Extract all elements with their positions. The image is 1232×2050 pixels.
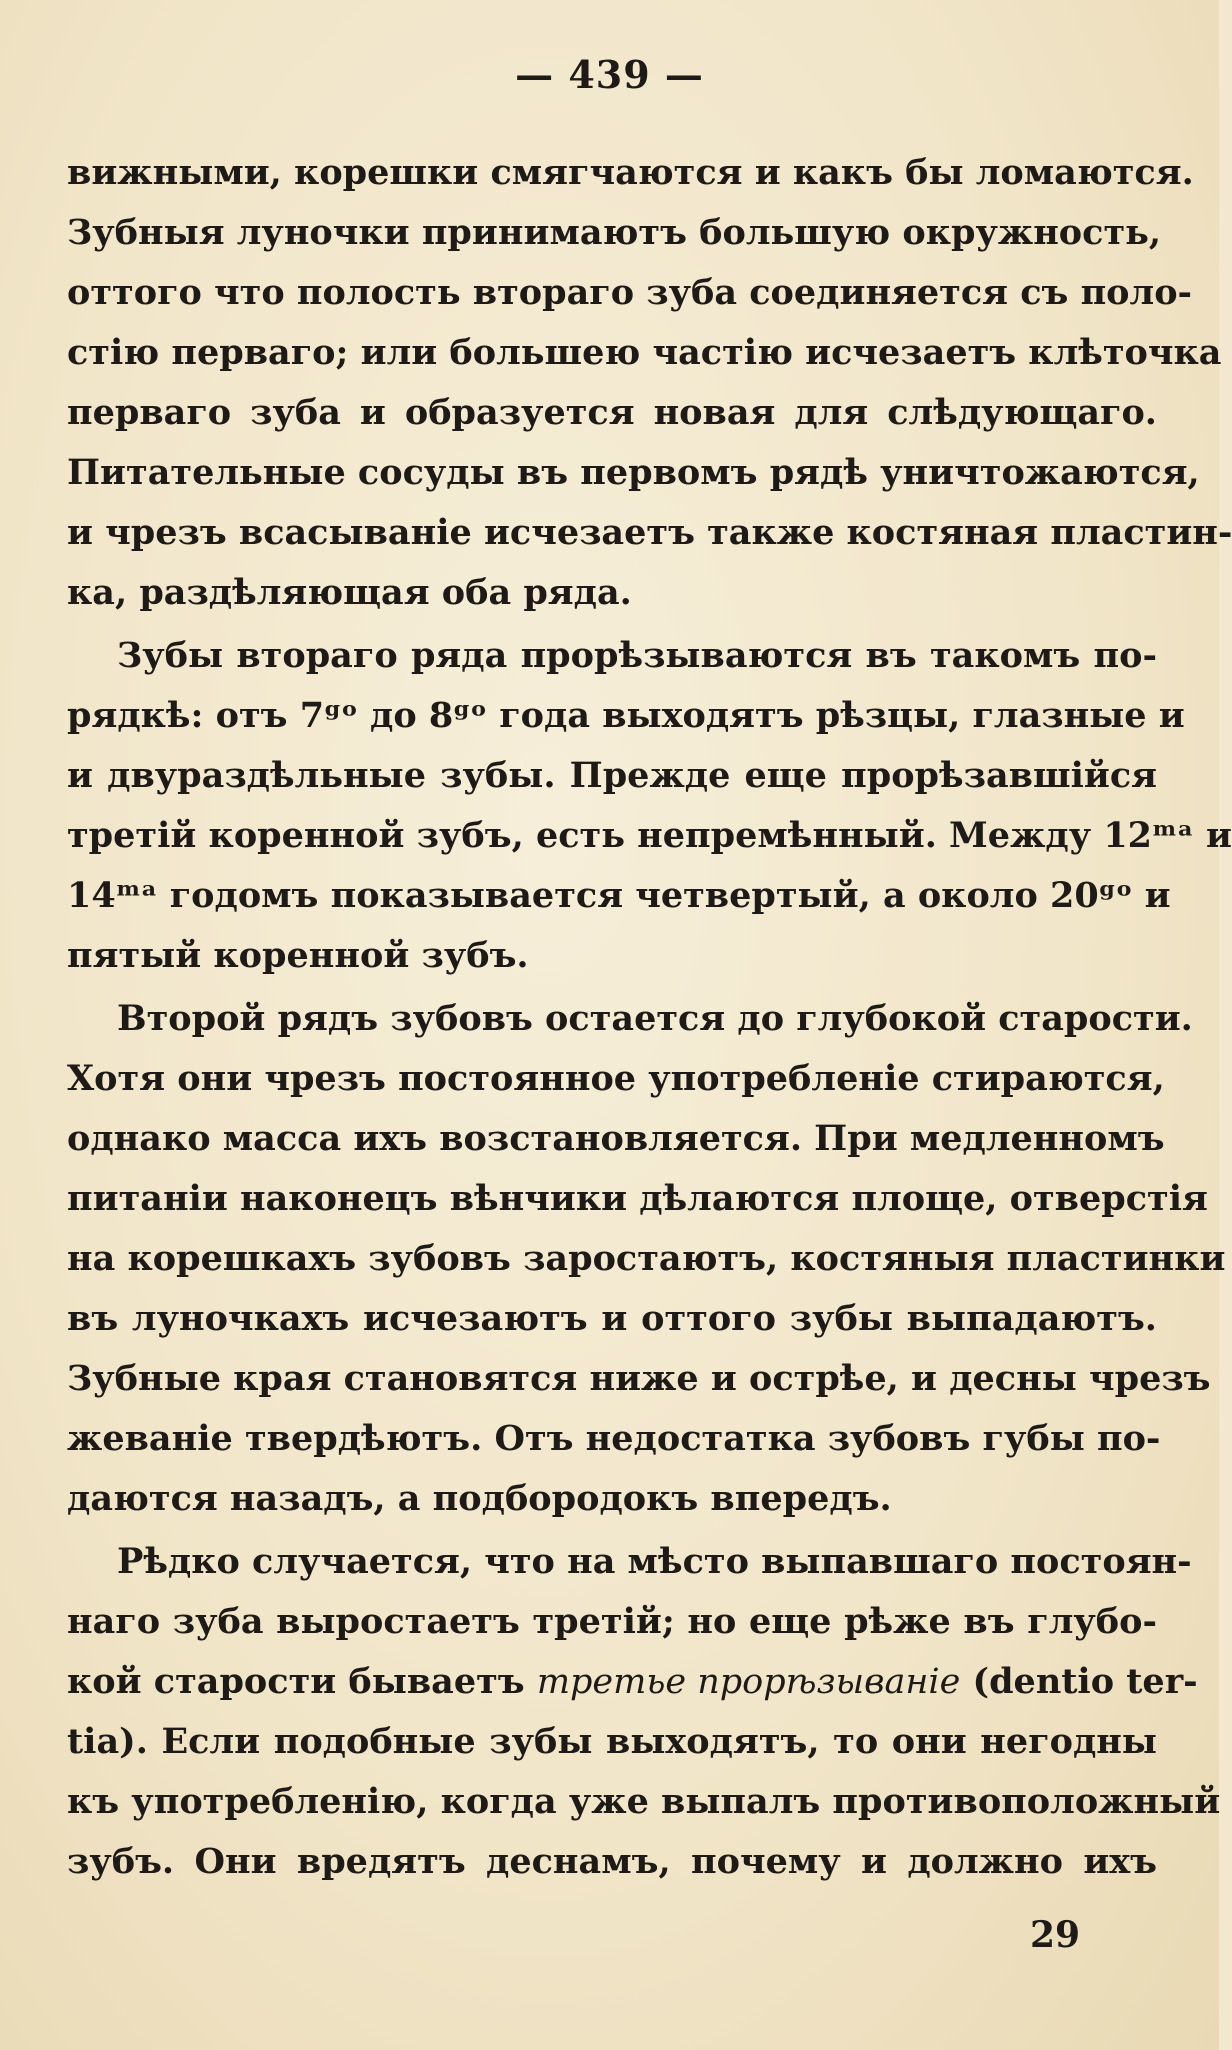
paragraph-4 — [67, 1532, 1221, 1892]
paragraph-1 — [67, 143, 1232, 623]
text-line: питаніи наконецъ вѣнчики дѣлаются площе, отверстія — [67, 1178, 1208, 1219]
text-line: перваго зуба и образуется новая для слѣдующаго. — [67, 392, 1157, 433]
text-line: tia). Если подобные зубы выходятъ, то они негодны — [67, 1721, 1157, 1762]
text-line-with-italic — [67, 1652, 1198, 1712]
text-line: 14ᵐᵃ годомъ показывается четвертый, а около 20ᵍᵒ и — [67, 875, 1171, 916]
text-line: и двураздѣльные зубы. Прежде еще прорѣзавшійся — [67, 755, 1157, 796]
page-number-header: — 439 — — [515, 52, 704, 97]
paragraph-2 — [67, 626, 1232, 986]
text-line: Зубные края становятся ниже и острѣе, и десны чрезъ — [67, 1358, 1211, 1399]
text-line: Питательные сосуды въ первомъ рядѣ уничтожаются, — [67, 452, 1200, 493]
text-segment: (dentio ter- — [960, 1661, 1198, 1702]
italic-term: третье прорѣзываніе — [536, 1662, 961, 1702]
text-line: въ луночкахъ исчезаютъ и оттого зубы выпадаютъ. — [67, 1298, 1157, 1339]
text-line: Зубы втораго ряда прорѣзываются въ такомъ по- — [117, 635, 1157, 676]
signature-mark: 29 — [1030, 1914, 1081, 1956]
text-line: и чрезъ всасываніе исчезаетъ также костяная пластин- — [67, 512, 1232, 553]
text-line: Второй рядъ зубовъ остается до глубокой старости. — [117, 998, 1193, 1039]
text-line: зубъ. Они вредятъ деснамъ, почему и должно ихъ — [67, 1841, 1157, 1882]
text-line: на корешкахъ зубовъ заростаютъ, костяныя пластинки — [67, 1238, 1226, 1279]
text-segment: кой старости бываетъ — [67, 1661, 537, 1702]
text-line: Хотя они чрезъ постоянное употребленіе стираются, — [67, 1058, 1165, 1099]
text-line: стію перваго; или большею частію исчезаетъ клѣточка — [67, 332, 1222, 373]
page-body — [67, 143, 1232, 1895]
text-line: рядкѣ: отъ 7ᵍᵒ до 8ᵍᵒ года выходятъ рѣзцы, глазные и — [67, 695, 1185, 736]
text-line: оттого что полость втораго зуба соединяется съ поло- — [67, 272, 1193, 313]
text-line: даются назадъ, а подбородокъ впередъ. — [67, 1478, 892, 1519]
text-line: Рѣдко случается, что на мѣсто выпавшаго постоян- — [117, 1541, 1192, 1582]
text-line: третій коренной зубъ, есть непремѣнный. Между 12ᵐᵃ и — [67, 815, 1232, 856]
text-line: наго зуба выростаетъ третій; но еще рѣже въ глубо- — [67, 1601, 1157, 1642]
text-line: къ употребленію, когда уже выпалъ противоположный — [67, 1781, 1221, 1822]
text-line: вижными, корешки смягчаются и какъ бы ломаются. — [67, 152, 1194, 193]
text-line: ка, раздѣляющая оба ряда. — [67, 572, 632, 613]
text-line: Зубныя луночки принимаютъ большую окружность, — [67, 212, 1162, 253]
text-line: жеваніе твердѣютъ. Отъ недостатка зубовъ губы по- — [67, 1418, 1161, 1459]
text-line: пятый коренной зубъ. — [67, 935, 529, 976]
text-line: однако масса ихъ возстановляется. При медленномъ — [67, 1118, 1165, 1159]
paragraph-3 — [67, 989, 1226, 1529]
